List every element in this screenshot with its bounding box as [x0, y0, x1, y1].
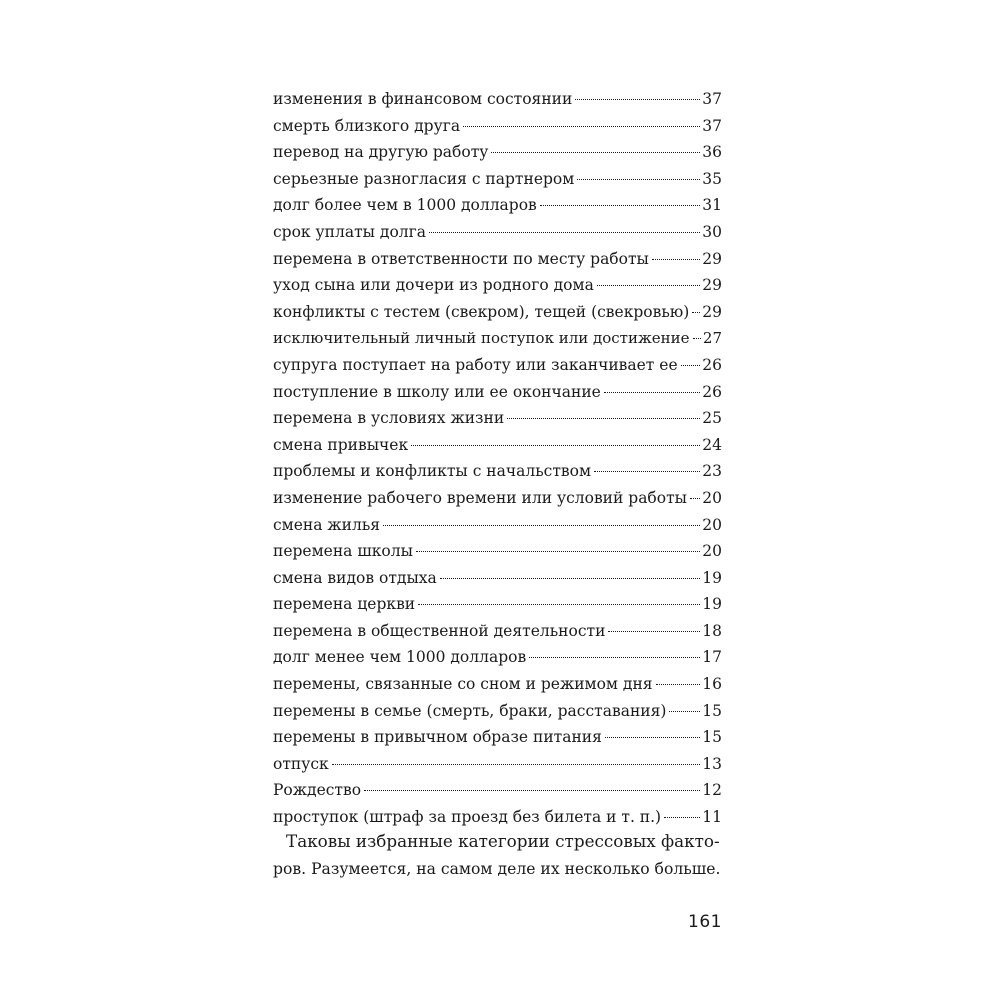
list-item — [273, 698, 722, 725]
entry-value: 31 — [702, 196, 722, 215]
page-number: 161 — [688, 912, 722, 932]
entry-label: смерть близкого друга — [273, 116, 461, 135]
list-item — [273, 485, 722, 512]
entry-label: отпуск — [273, 754, 329, 773]
entry-label: смена привычек — [273, 435, 409, 454]
list-item — [273, 751, 722, 778]
entry-value: 30 — [702, 222, 722, 241]
dot-leader — [664, 817, 700, 818]
entry-label: серьезные разногласия с партнером — [273, 169, 575, 188]
entry-value: 18 — [702, 621, 722, 640]
entry-value: 11 — [702, 808, 722, 827]
entry-value: 29 — [702, 302, 722, 321]
list-item — [273, 538, 722, 565]
list-item — [273, 86, 722, 113]
dot-leader — [507, 418, 700, 419]
entry-value: 20 — [702, 515, 722, 534]
entry-label: смена видов отдыха — [273, 568, 437, 587]
paragraph-line-2: ров. Разумеется, на самом деле их несколько больше. — [273, 860, 721, 878]
dot-leader — [411, 445, 700, 446]
entry-label: Рождество — [273, 781, 362, 800]
entry-value: 15 — [702, 701, 722, 720]
list-item — [273, 352, 722, 379]
list-item — [273, 565, 722, 592]
dot-leader — [690, 498, 700, 499]
dot-leader — [681, 365, 701, 366]
entry-label: перевод на другую работу — [273, 143, 489, 162]
list-item — [273, 246, 722, 273]
paragraph-line-1: Таковы избранные категории стрессовых факто- — [286, 831, 720, 851]
entry-value: 26 — [702, 355, 722, 374]
dot-leader — [440, 578, 701, 579]
entry-label: перемена в ответственности по месту работы — [273, 249, 649, 268]
entry-value: 17 — [702, 648, 722, 667]
dot-leader — [594, 471, 700, 472]
list-item — [273, 458, 722, 485]
list-item — [273, 432, 722, 459]
list-item — [273, 325, 722, 352]
entry-value: 13 — [702, 754, 722, 773]
dot-leader — [608, 631, 700, 632]
entry-label: проблемы и конфликты с начальством — [273, 462, 592, 481]
entry-value: 16 — [702, 675, 722, 694]
entry-label: перемена школы — [273, 542, 413, 561]
entry-value: 19 — [702, 595, 722, 614]
dot-leader — [416, 551, 700, 552]
list-item — [273, 299, 722, 326]
entry-value: 15 — [702, 728, 722, 747]
entry-label: перемены в семье (смерть, браки, расставания) — [273, 701, 667, 720]
entry-value: 20 — [702, 542, 722, 561]
entry-value: 27 — [702, 329, 722, 348]
entry-value: 19 — [702, 568, 722, 587]
list-item — [273, 618, 722, 645]
entry-label: перемена церкви — [273, 595, 416, 614]
dot-leader — [604, 392, 700, 393]
entry-label: исключительный личный поступок или достижение — [273, 329, 690, 348]
list-item — [273, 192, 722, 219]
dot-leader — [597, 285, 700, 286]
entry-label: проступок (штраф за проезд без билета и т. п.) — [273, 808, 662, 827]
entry-value: 29 — [702, 249, 722, 268]
entry-label: перемены, связанные со сном и режимом дня — [273, 675, 653, 694]
entry-value: 37 — [702, 116, 722, 135]
list-item — [273, 644, 722, 671]
entry-label: супруга поступает на работу или заканчивает ее — [273, 355, 678, 374]
entry-value: 26 — [702, 382, 722, 401]
dot-leader — [364, 790, 700, 791]
entry-value: 36 — [702, 143, 722, 162]
list-item — [273, 591, 722, 618]
list-item — [273, 272, 722, 299]
entry-label: изменение рабочего времени или условий работы — [273, 488, 688, 507]
list-item — [273, 512, 722, 539]
dot-leader — [656, 684, 701, 685]
list-item — [273, 219, 722, 246]
dot-leader — [540, 205, 700, 206]
dot-leader — [575, 99, 700, 100]
entry-label: долг менее чем 1000 долларов — [273, 648, 527, 667]
entry-label: изменения в финансовом состоянии — [273, 90, 573, 108]
dot-leader — [383, 525, 700, 526]
list-item — [273, 671, 722, 698]
dot-leader — [332, 764, 701, 765]
entry-value: 12 — [702, 781, 722, 800]
dot-leader — [418, 604, 700, 605]
entry-label: смена жилья — [273, 515, 381, 534]
list-item — [273, 777, 722, 804]
entry-label: конфликты с тестем (свекром), тещей (свекровью) — [273, 302, 690, 321]
list-item — [273, 139, 722, 166]
summary-paragraph — [273, 827, 722, 883]
entry-value: 35 — [702, 169, 722, 188]
dot-leader — [529, 657, 700, 658]
entry-label: поступление в школу или ее окончание — [273, 382, 601, 401]
entry-value: 24 — [702, 435, 722, 454]
list-item — [273, 379, 722, 406]
entry-value: 23 — [702, 462, 722, 481]
dot-leader — [429, 232, 700, 233]
entry-value: 37 — [702, 90, 722, 108]
list-item — [273, 405, 722, 432]
dot-leader — [577, 179, 700, 180]
entry-value: 25 — [702, 409, 722, 428]
dot-leader — [692, 312, 700, 313]
entry-value: 20 — [702, 488, 722, 507]
dot-leader — [669, 711, 700, 712]
entry-label: перемена в условиях жизни — [273, 409, 505, 428]
list-item — [273, 724, 722, 751]
list-item — [273, 166, 722, 193]
dot-leader — [652, 259, 700, 260]
entry-label: перемена в общественной деятельности — [273, 621, 606, 640]
dot-leader — [491, 152, 700, 153]
entry-label: срок уплаты долга — [273, 222, 427, 241]
entry-value: 29 — [702, 276, 722, 295]
entry-label: перемены в привычном образе питания — [273, 728, 602, 747]
dot-leader — [463, 126, 700, 127]
dot-leader — [605, 737, 700, 738]
entry-label: уход сына или дочери из родного дома — [273, 276, 594, 295]
stress-factor-list — [273, 86, 722, 831]
list-item — [273, 113, 722, 140]
entry-label: долг более чем в 1000 долларов — [273, 196, 537, 215]
dot-leader — [693, 338, 701, 339]
